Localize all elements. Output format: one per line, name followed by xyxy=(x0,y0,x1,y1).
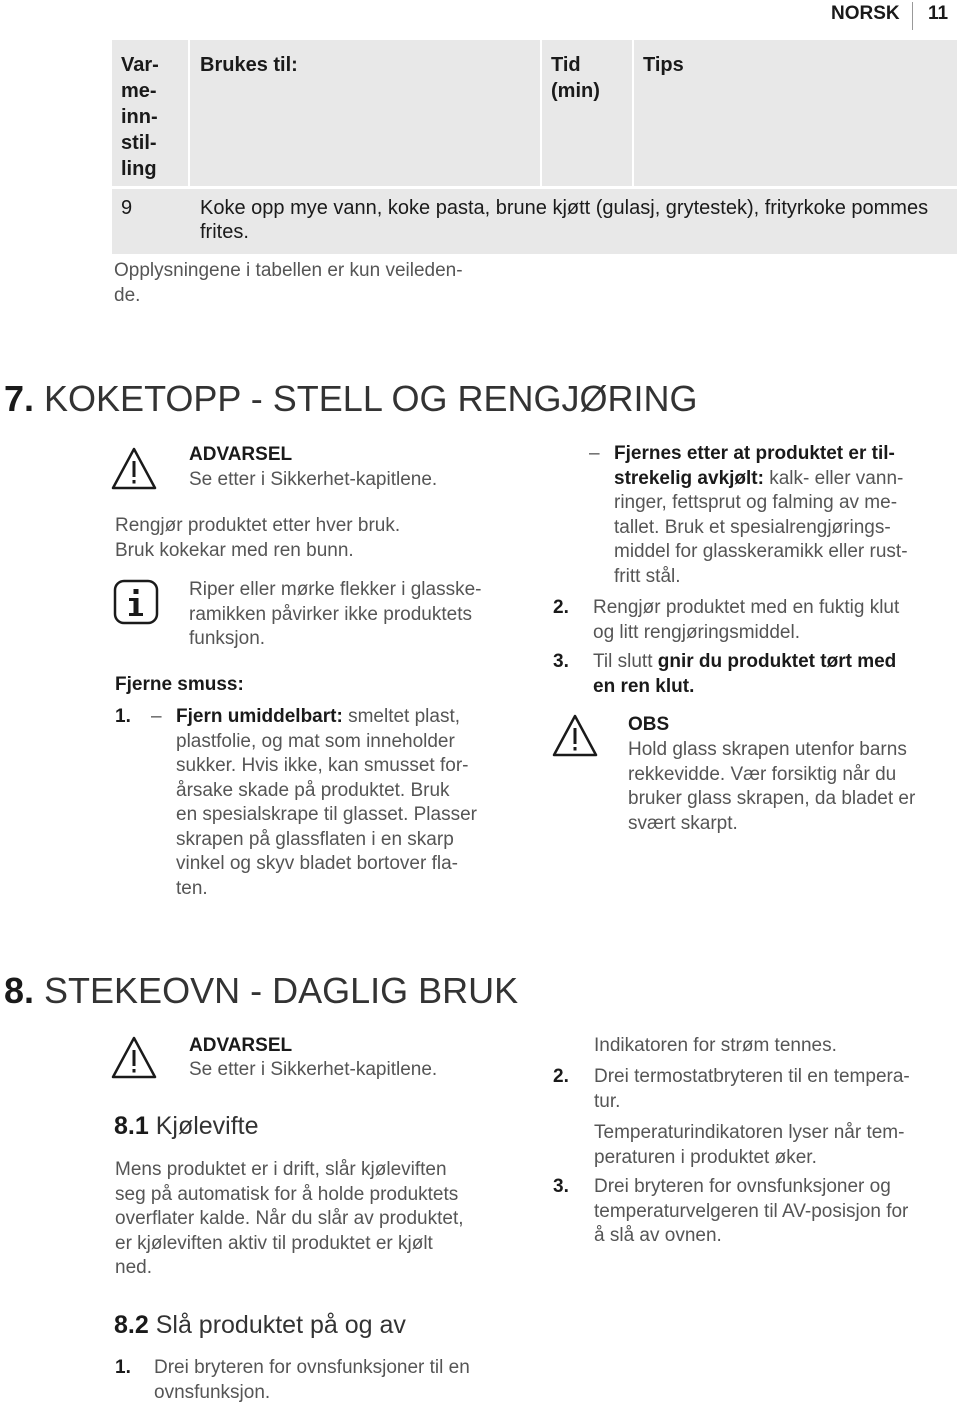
info-icon xyxy=(112,578,160,626)
section-7-title: KOKETOPP - STELL OG RENGJØRING xyxy=(34,378,698,419)
table-cell-setting: 9 xyxy=(121,197,133,219)
table-header-setting: Var- me- inn- stil- ling xyxy=(121,54,159,180)
subsection-8-2-heading xyxy=(114,1310,406,1340)
page-header xyxy=(0,2,960,26)
cleaning-intro: Rengjør produktet etter hver bruk. Bruk kokekar med ren bunn. xyxy=(115,515,401,561)
warning-title: ADVARSEL xyxy=(189,444,293,465)
section-8-title: STEKEOVN - DAGLIG BRUK xyxy=(34,970,519,1011)
step-3 xyxy=(553,1175,953,1250)
step-1-text: Drei bryteren for ovnsfunksjoner til en ovnsfunksjon. xyxy=(154,1357,470,1403)
table-header-tips: Tips xyxy=(643,54,684,76)
warning-text: Se etter i Sikkerhet-kapitlene. xyxy=(189,1059,438,1080)
step-1b-body: kalk- eller vann- ringer, fettsprut og falming av me- tallet. Bruk et spesialrengjørings- middel for glasskeramikk eller rust- fritt stål. xyxy=(614,467,908,587)
step-number: 1. xyxy=(115,1357,131,1378)
step-1b-bold: Fjernes etter at produktet er til- strekelig avkjølt: xyxy=(614,443,895,489)
step-1-body: smeltet plast, plastfolie, og mat som inneholder sukker. Hvis ikke, kan smusset for- årsake skade på produktet. Bruk en spesialskrape til glasset. Plasser skrapen på glassflaten i en skarp vinkel og skyv bladet bortover fla- ten. xyxy=(176,706,477,899)
step-number: 1. xyxy=(115,706,131,727)
step-3-text: Drei bryteren for ovnsfunksjoner og temperaturvelgeren til AV-posisjon for å slå av ovnen. xyxy=(594,1176,909,1246)
step-3-text xyxy=(593,650,953,699)
section-7-heading xyxy=(4,379,698,419)
step-1-continuation: Indikatoren for strøm tennes. xyxy=(594,1035,837,1056)
step-3 xyxy=(553,650,953,700)
step-2 xyxy=(553,596,953,646)
step-number: 3. xyxy=(553,1176,569,1197)
subsection-title: Kjølevifte xyxy=(148,1112,259,1140)
warning-title: ADVARSEL xyxy=(189,1035,293,1056)
obs-title: OBS xyxy=(628,714,670,735)
step-number: 3. xyxy=(553,651,569,672)
heat-setting-table xyxy=(112,40,957,254)
warning-text: Se etter i Sikkerhet-kapitlene. xyxy=(189,469,438,490)
step-number: 2. xyxy=(553,597,569,618)
step-number: 2. xyxy=(553,1066,569,1087)
step-1 xyxy=(115,705,535,905)
language-label: NORSK xyxy=(831,3,900,24)
step-2-text: Drei termostatbryteren til en tempera- tur. xyxy=(594,1066,910,1112)
section-8-heading xyxy=(4,971,518,1011)
dash: – xyxy=(589,443,600,464)
step-2-continuation: Temperaturindikatoren lyser når tem- peraturen i produktet øker. xyxy=(594,1122,905,1168)
section-8-number: 8. xyxy=(4,970,35,1011)
subsection-title: Slå produktet på og av xyxy=(148,1311,406,1339)
step-3-body: Til slutt xyxy=(593,651,658,672)
warning-icon xyxy=(110,445,158,493)
table-divider xyxy=(632,40,634,186)
warning-icon xyxy=(110,1034,158,1082)
header-divider xyxy=(912,2,913,30)
table-row-divider xyxy=(112,186,957,189)
table-note: Opplysningene i tabellen er kun veileden- de. xyxy=(114,260,463,306)
table-header-usage: Brukes til: xyxy=(200,54,298,76)
table-divider xyxy=(188,40,190,186)
step-1-bold: Fjern umiddelbart: xyxy=(176,706,343,727)
info-text: Riper eller mørke flekker i glasske- ramikken påvirker ikke produktets funksjon. xyxy=(189,579,482,649)
table-cell-usage: Koke opp mye vann, koke pasta, brune kjøtt (gulasj, grytestek), frityrkoke pommes frites. xyxy=(200,197,929,243)
subsection-number: 8.2 xyxy=(114,1311,149,1339)
caution-icon xyxy=(551,712,599,760)
step-2-text: Rengjør produktet med en fuktig klut og litt rengjøringsmiddel. xyxy=(593,597,900,643)
table-divider xyxy=(540,40,542,186)
dash: – xyxy=(151,706,162,727)
section-7-number: 7. xyxy=(4,378,35,419)
step-1b xyxy=(553,442,953,592)
step-1b-text xyxy=(614,442,954,589)
page-number: 11 xyxy=(928,3,949,24)
step-2 xyxy=(553,1065,953,1115)
step-1-text xyxy=(176,705,536,901)
subheading-remove-dirt: Fjerne smuss: xyxy=(115,674,244,695)
obs-text: Hold glass skrapen utenfor barns rekkevidde. Vær forsiktig når du bruker glass skrapen, da bladet er svært skarpt. xyxy=(628,739,916,834)
table-header-time: Tid (min) xyxy=(551,54,600,102)
step-1 xyxy=(115,1356,535,1405)
step-3-bold: gnir du produktet tørt med en ren klut. xyxy=(593,651,897,697)
cooling-fan-text: Mens produktet er i drift, slår kjøleviften seg på automatisk for å holde produktets overflater kalde. Når du slår av produktet, er kjøleviften aktiv til produktet er kjølt ned. xyxy=(115,1159,464,1278)
subsection-8-1-heading xyxy=(114,1111,259,1141)
subsection-number: 8.1 xyxy=(114,1112,149,1140)
